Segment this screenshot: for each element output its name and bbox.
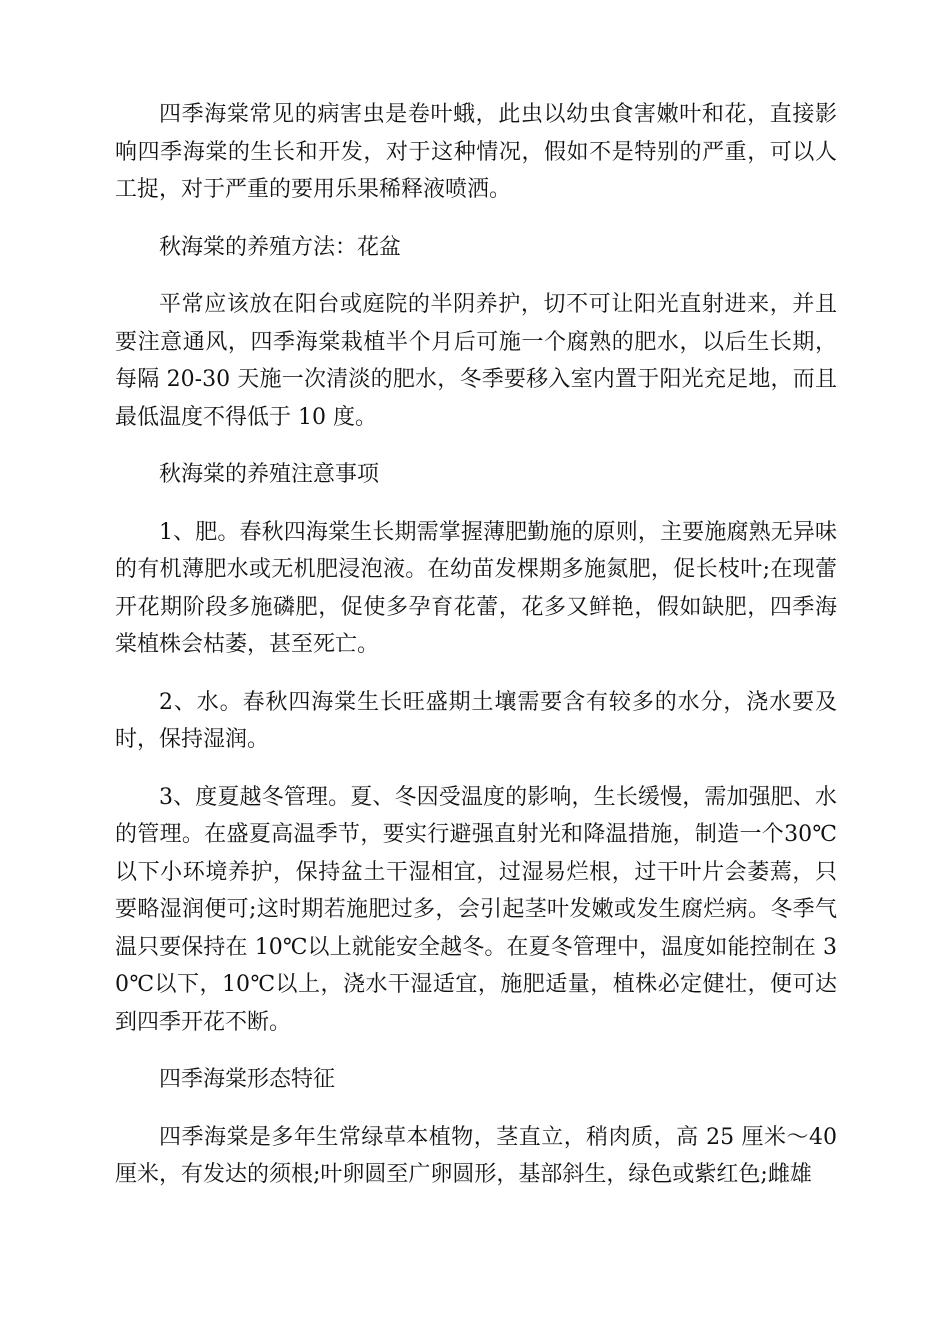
paragraph-summer-winter: 3、度夏越冬管理。夏、冬因受温度的影响，生长缓慢，需加强肥、水的管理。在盛夏高温季节，要实行避强直射光和降温措施，制造一个30℃以下小环境养护，保持盆土干湿相宜，过湿易烂根，过干叶片会萎蔫，只要略湿润便可;这时期若施肥过多，会引起茎叶发嫩或发生腐烂病。冬季气温只要保持在 10℃以上就能安全越冬。在夏冬管理中，温度如能控制在 30℃以下，10℃以上，浇水干湿适宜，施肥适量，植株必定健壮，便可达到四季开花不断。 (115, 784, 837, 1035)
heading-morphology: 四季海棠形态特征 (159, 1067, 336, 1092)
paragraph-placement: 平常应该放在阳台或庭院的半阴养护，切不可让阳光直射进来，并且要注意通风，四季海棠栽植半个月后可施一个腐熟的肥水，以后生长期，每隔 20-30 天施一次清淡的肥水，冬季要移入室内置于阳光充足地，而且最低温度不得低于 10 度。 (115, 292, 837, 430)
document-body (115, 96, 837, 1214)
paragraph-fertilizer: 1、肥。春秋四海棠生长期需掌握薄肥勤施的原则，主要施腐熟无异味的有机薄肥水或无机肥浸泡液。在幼苗发棵期多施氮肥，促长枝叶;在现蕾开花期阶段多施磷肥，促使多孕育花蕾，花多又鲜艳，假如缺肥，四季海棠植株会枯萎，甚至死亡。 (115, 519, 837, 657)
heading-cultivation-notes: 秋海棠的养殖注意事项 (159, 462, 380, 487)
paragraph-pests: 四季海棠常见的病害虫是卷叶蛾，此虫以幼虫食害嫩叶和花，直接影响四季海棠的生长和开发，对于这种情况，假如不是特别的严重，可以人工捉，对于严重的要用乐果稀释液喷洒。 (115, 102, 837, 202)
paragraph-water: 2、水。春秋四海棠生长旺盛期土壤需要含有较多的水分，浇水要及时，保持湿润。 (115, 689, 837, 752)
paragraph-morphology: 四季海棠是多年生常绿草本植物，茎直立，稍肉质，高 25 厘米～40 厘米，有发达的须根;叶卵圆至广卵圆形，基部斜生，绿色或紫红色;雌雄 (115, 1124, 837, 1187)
heading-cultivation-flowerpot: 秋海棠的养殖方法：花盆 (159, 234, 402, 260)
